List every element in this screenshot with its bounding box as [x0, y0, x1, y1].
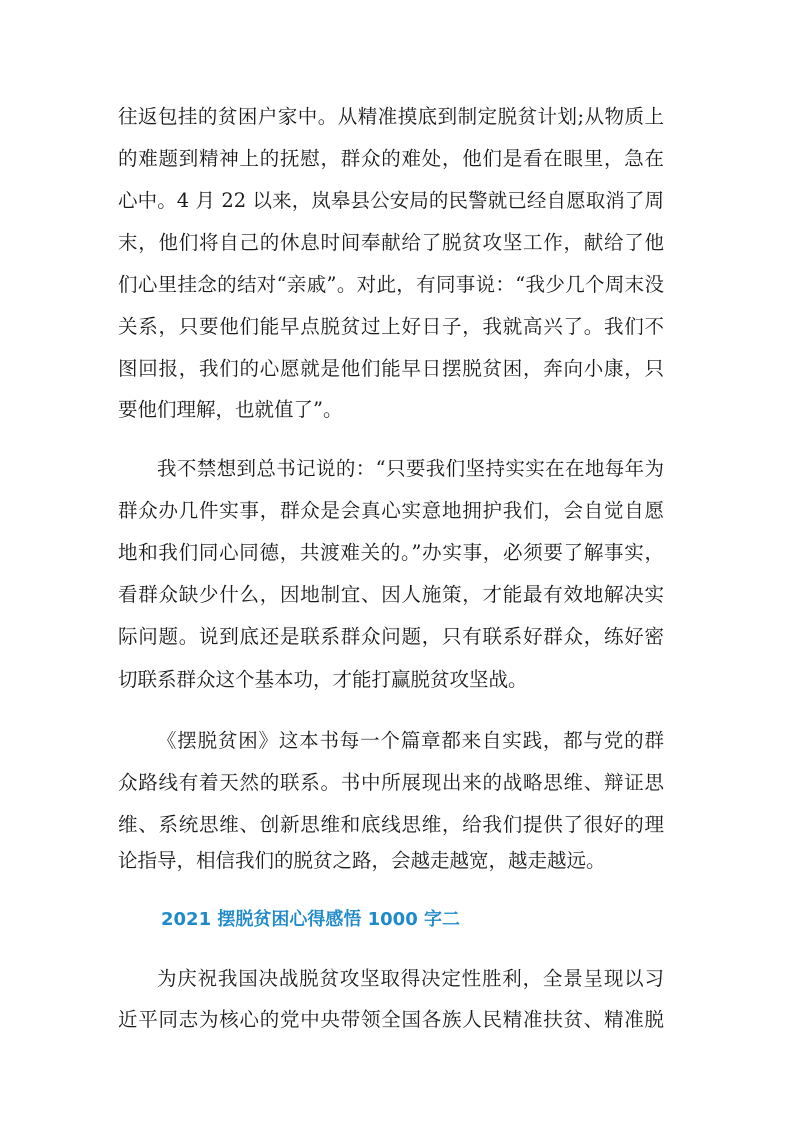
text-line: 的难题到精神上的抚慰，群众的难处，他们是看在眼里，急在	[118, 147, 664, 170]
text-line: 图回报，我们的心愿就是他们能早日摆脱贫困，奔向小康，只	[118, 357, 664, 380]
text-line: 关系，只要他们能早点脱贫过上好日子，我就高兴了。我们不	[118, 315, 664, 338]
text-line: 《摆脱贫困》这本书每一个篇章都来自实践，都与党的群	[157, 729, 664, 752]
text-line: 为庆祝我国决战脱贫攻坚取得决定性胜利，全景呈现以习	[157, 967, 664, 990]
text-line: 维、系统思维、创新思维和底线思维，给我们提供了很好的理	[118, 813, 664, 836]
text-line: 们心里挂念的结对“亲戚”。对此，有同事说：“我少几个周末没	[118, 273, 664, 296]
text-line: 论指导，相信我们的脱贫之路，会越走越宽，越走越远。	[118, 849, 606, 872]
text-line: 我不禁想到总书记说的：“只要我们坚持实实在在地每年为	[157, 457, 664, 480]
text-line: 末，他们将自己的休息时间奉献给了脱贫攻坚工作，献给了他	[118, 231, 664, 254]
text-line: 近平同志为核心的党中央带领全国各族人民精准扶贫、精准脱	[118, 1008, 664, 1031]
text-line: 看群众缺少什么，因地制宜、因人施策，才能最有效地解决实	[118, 583, 664, 606]
text-line: 切联系群众这个基本功，才能打赢脱贫攻坚战。	[118, 668, 528, 691]
section-heading: 2021 摆脱贫困心得感悟 1000 字二	[161, 909, 460, 930]
text-line: 要他们理解，也就值了”。	[118, 398, 343, 421]
text-line: 往返包挂的贫困户家中。从精准摸底到制定脱贫计划;从物质上	[118, 105, 664, 128]
text-line: 群众办几件实事，群众是会真心实意地拥护我们，会自觉自愿	[118, 499, 664, 522]
text-line: 地和我们同心同德，共渡难关的。”办实事，必须要了解事实，	[118, 541, 664, 564]
text-line: 众路线有着天然的联系。书中所展现出来的战略思维、辩证思	[118, 771, 664, 794]
text-line: 心中。4 月 22 以来，岚皋县公安局的民警就已经自愿取消了周	[118, 189, 664, 212]
text-line: 际问题。说到底还是联系群众问题，只有联系好群众，练好密	[118, 625, 664, 648]
